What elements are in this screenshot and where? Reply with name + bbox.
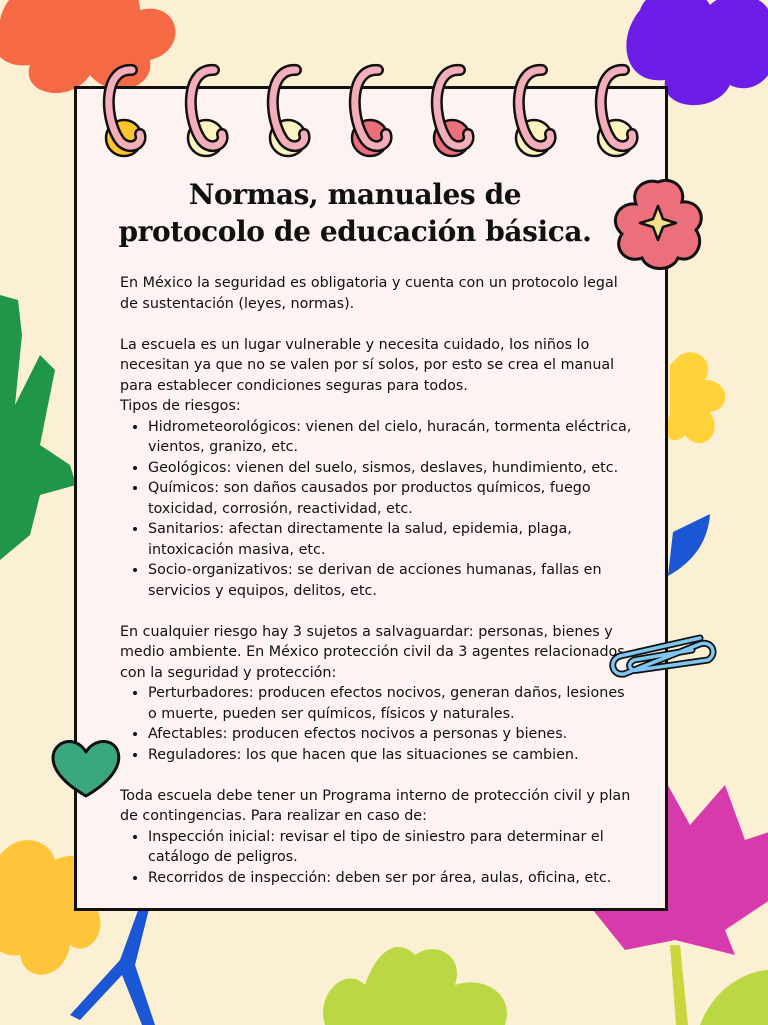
ring-icon: [270, 70, 306, 156]
coral-green-left-icon: [0, 295, 80, 565]
leaf-lime-bottom-center-icon: [315, 935, 525, 1025]
list-item: • Sanitarios: afectan directamente la salud, epidemia, plaga, intoxicación masiva, etc.: [148, 519, 636, 560]
agents-paragraph: En cualquier riesgo hay 3 sujetos a salvaguardar: personas, bienes y medio ambiente. En México protección civil da 3 agentes relacionados con la seguridad y protección:: [120, 623, 625, 681]
ring-icon: [352, 70, 388, 156]
list-item: • Reguladores: los que hacen que las situaciones se cambien.: [148, 745, 636, 766]
leaf-blue-right-icon: [668, 512, 713, 577]
ring-icon: [598, 70, 634, 156]
spiral-binding: [74, 60, 674, 170]
stem-lime-bottom-right-icon: [670, 945, 768, 1025]
ring-icon: [516, 70, 552, 156]
flower-yellow-right-icon: [660, 350, 730, 455]
program-list: [120, 827, 636, 889]
title-line-1: Normas, manuales de: [188, 178, 522, 211]
page-title: [95, 176, 615, 250]
intro-paragraph: En México la seguridad es obligatoria y cuenta con un protocolo legal de sustentación (leyes, normas).: [120, 275, 618, 312]
stem-blue-bottom-icon: [70, 905, 230, 1025]
list-item: • Perturbadores: producen efectos nocivos, generan daños, lesiones o muerte, pueden ser químicos, físicos y naturales.: [148, 683, 636, 724]
program-paragraph: Toda escuela debe tener un Programa interno de protección civil y plan de contingencias. Para realizar en caso de:: [120, 787, 631, 824]
flower-sparkle-sticker-icon: [608, 176, 708, 271]
list-item: • Socio-organizativos: se derivan de acciones humanas, fallas en servicios y equipos, delitos, etc.: [148, 560, 636, 601]
paperclip-icon: [604, 630, 720, 680]
title-line-2: protocolo de educación básica.: [118, 215, 592, 248]
list-item: • Recorridos de inspección: deben ser por área, aulas, oficina, etc.: [148, 868, 636, 889]
list-item: • Geológicos: vienen del suelo, sismos, deslaves, hundimiento, etc.: [148, 458, 636, 479]
agents-list: [120, 683, 636, 765]
ring-icon: [434, 70, 470, 156]
risks-list: [120, 417, 636, 602]
list-item: • Afectables: producen efectos nocivos a personas y bienes.: [148, 724, 636, 745]
page-content: [120, 273, 636, 888]
ring-icon: [188, 70, 224, 156]
list-item: • Hidrometeorológicos: vienen del cielo, huracán, tormenta eléctrica, vientos, granizo, etc.: [148, 417, 636, 458]
school-paragraph: La escuela es un lugar vulnerable y necesita cuidado, los niños lo necesitan ya que no se valen por sí solos, por esto se crea el manual para establecer condiciones seguras para todos.: [120, 336, 615, 394]
heart-sticker-icon: [48, 736, 124, 800]
list-item: • Inspección inicial: revisar el tipo de siniestro para determinar el catálogo de peligros.: [148, 827, 636, 868]
list-item: • Químicos: son daños causados por productos químicos, fuego toxicidad, corrosión, reactividad, etc.: [148, 478, 636, 519]
risks-heading: Tipos de riesgos:: [120, 398, 241, 414]
ring-icon: [106, 70, 142, 156]
